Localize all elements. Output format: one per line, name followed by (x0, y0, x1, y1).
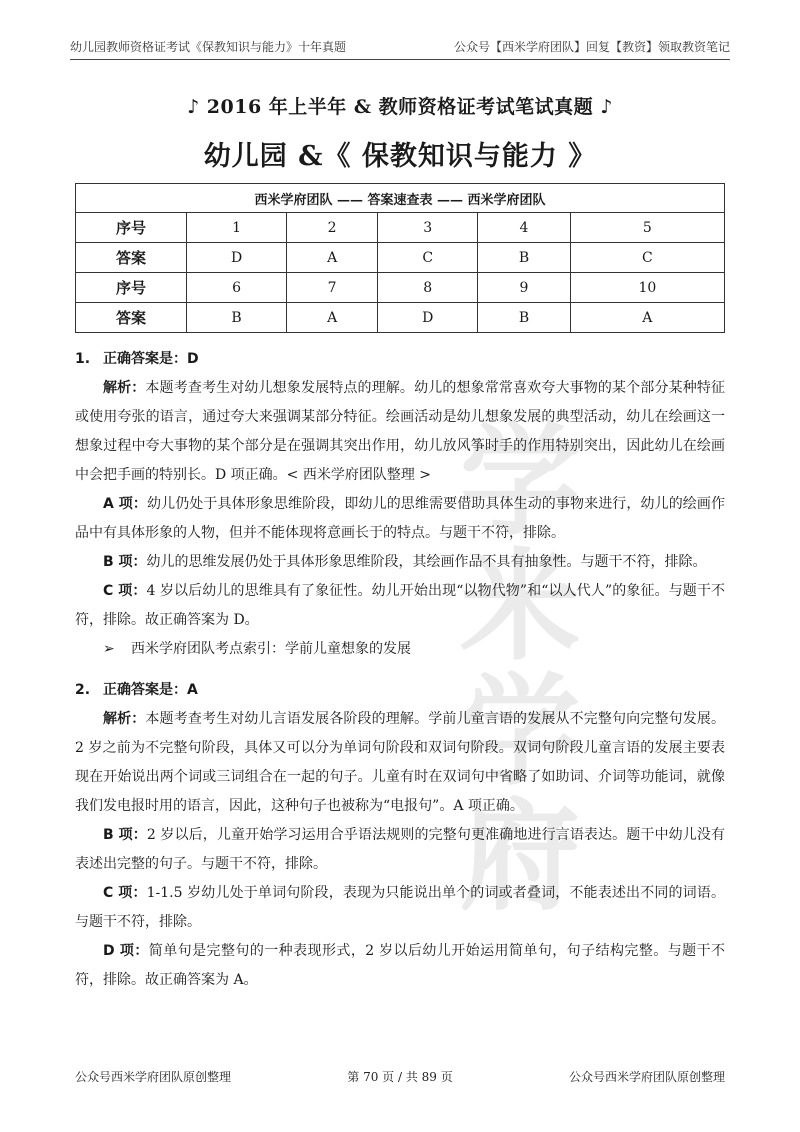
row-label: 序号 (76, 213, 187, 243)
table-cell: D (187, 243, 287, 273)
spacer (75, 664, 725, 676)
table-row (76, 243, 725, 273)
table-cell: 2 (287, 213, 378, 243)
q1-option-c-text: 4 岁以后幼儿的思维具有了象征性。幼儿开始出现“以物代物”和“以人代人”的象征。与题干不符，排除。故正确答案为 D。 (75, 583, 726, 628)
page-number: 第 70 页 / 共 89 页 (347, 1070, 453, 1084)
q1-option-a-text: 幼儿仍处于具体形象思维阶段，即幼儿的思维需要借助具体生动的事物来进行，幼儿的绘画作品中有具体形象的人物，但并不能体现将意画长于的特点。与题干不符，排除。 (75, 496, 725, 541)
table-cell: 9 (478, 273, 570, 303)
answer-table-caption: 西米学府团队 —— 答案速查表 —— 西米学府团队 (76, 184, 725, 213)
header-right: 公众号【西米学府团队】回复【教资】领取教资笔记 (453, 40, 730, 54)
q2-analysis (75, 705, 725, 821)
option-label: C 项： (103, 583, 147, 599)
table-cell: D (378, 303, 478, 333)
header-left: 幼儿园教师资格证考试《保教知识与能力》十年真题 (70, 40, 347, 54)
table-cell: A (287, 243, 378, 273)
page-footer (75, 1068, 725, 1085)
subject-title: 幼儿园 &《 保教知识与能力 》 (203, 141, 597, 172)
q1-heading (75, 345, 725, 374)
row-label: 答案 (76, 243, 187, 273)
answer-table (75, 183, 725, 333)
q1-option-a (75, 490, 725, 548)
analysis-label: 解析： (103, 711, 146, 727)
arrow-icon: ➢ (103, 641, 115, 657)
table-cell: 10 (570, 273, 724, 303)
q2-option-c-text: 1-1.5 岁幼儿处于单词句阶段，表现为只能说出单个的词或者叠词，不能表述出不同的词语。与题干不符，排除。 (75, 885, 725, 930)
row-label: 序号 (76, 273, 187, 303)
q1-analysis (75, 374, 725, 490)
option-label: D 项： (103, 943, 149, 959)
q1-knowledge-index (103, 635, 725, 664)
q2-heading (75, 676, 725, 705)
q1-analysis-text: 本题考查考生对幼儿想象发展特点的理解。幼儿的想象常常喜欢夸大事物的某个部分某种特征或使用夸张的语言，通过夸大来强调某部分特征。绘画活动是幼儿想象发展的典型活动，幼儿在绘画这一想象过程中夸大事物的某个部分是在强调其突出作用，幼儿放风筝时手的作用特别突出，因此幼儿在绘画中会把手画的特别长。D 项正确。< 西米学府团队整理 > (75, 380, 726, 483)
table-cell: 7 (287, 273, 378, 303)
table-cell: 3 (378, 213, 478, 243)
q1-option-c (75, 577, 725, 635)
table-cell: B (478, 303, 570, 333)
q1-number: 1. (75, 351, 91, 367)
table-cell: A (287, 303, 378, 333)
table-row (76, 273, 725, 303)
table-cell: B (478, 243, 570, 273)
q2-option-b (75, 821, 725, 879)
q2-answer: 正确答案是：A (103, 682, 198, 698)
table-cell: 1 (187, 213, 287, 243)
q1-option-b-text: 幼儿的思维发展仍处于具体形象思维阶段，其绘画作品不具有抽象性。与题干不符，排除。 (146, 554, 707, 570)
q2-analysis-text: 本题考查考生对幼儿言语发展各阶段的理解。学前儿童言语的发展从不完整句向完整句发展。2 岁之前为不完整句阶段，具体又可以分为单词句阶段和双词句阶段。双词句阶段儿童言语的发展主要表现在开始说出两个词或三词组合在一起的句子。儿童有时在双词句中省略了如助词、介词等功能词，就像我们发电报时用的语言，因此，这种句子也被称为“电报句”。A 项正确。 (75, 711, 726, 814)
table-cell: 5 (570, 213, 724, 243)
footer-left: 公众号西米学府团队原创整理 (75, 1070, 232, 1084)
option-label: B 项： (103, 827, 147, 843)
table-cell: B (187, 303, 287, 333)
q2-number: 2. (75, 682, 91, 698)
q2-option-b-text: 2 岁以后，儿童开始学习运用合乎语法规则的完整句更准确地进行言语表达。题干中幼儿没有表述出完整的句子。与题干不符，排除。 (75, 827, 725, 872)
exam-title: ♪ 2016 年上半年 & 教师资格证考试笔试真题 ♪ (187, 96, 613, 118)
watermark: 学米学府 (460, 413, 580, 927)
table-cell: 4 (478, 213, 570, 243)
q2-option-d (75, 937, 725, 995)
q1-answer: 正确答案是：D (103, 351, 199, 367)
table-cell: C (570, 243, 724, 273)
running-header (70, 38, 730, 60)
answer-explanations (75, 345, 725, 995)
table-cell: C (378, 243, 478, 273)
row-label: 答案 (76, 303, 187, 333)
q2-option-d-text: 简单句是完整句的一种表现形式，2 岁以后幼儿开始运用简单句，句子结构完整。与题干不符，排除。故正确答案为 A。 (75, 943, 725, 988)
table-cell: 6 (187, 273, 287, 303)
q2-option-c (75, 879, 725, 937)
q1-index-text: 西米学府团队考点索引：学前儿童想象的发展 (131, 641, 411, 657)
option-label: B 项： (103, 554, 147, 570)
table-cell: A (570, 303, 724, 333)
footer-right: 公众号西米学府团队原创整理 (568, 1070, 725, 1084)
table-cell: 8 (378, 273, 478, 303)
analysis-label: 解析： (103, 380, 146, 396)
option-label: A 项： (103, 496, 148, 512)
q1-option-b (75, 548, 725, 577)
option-label: C 项： (103, 885, 147, 901)
table-row (76, 303, 725, 333)
table-row (76, 213, 725, 243)
